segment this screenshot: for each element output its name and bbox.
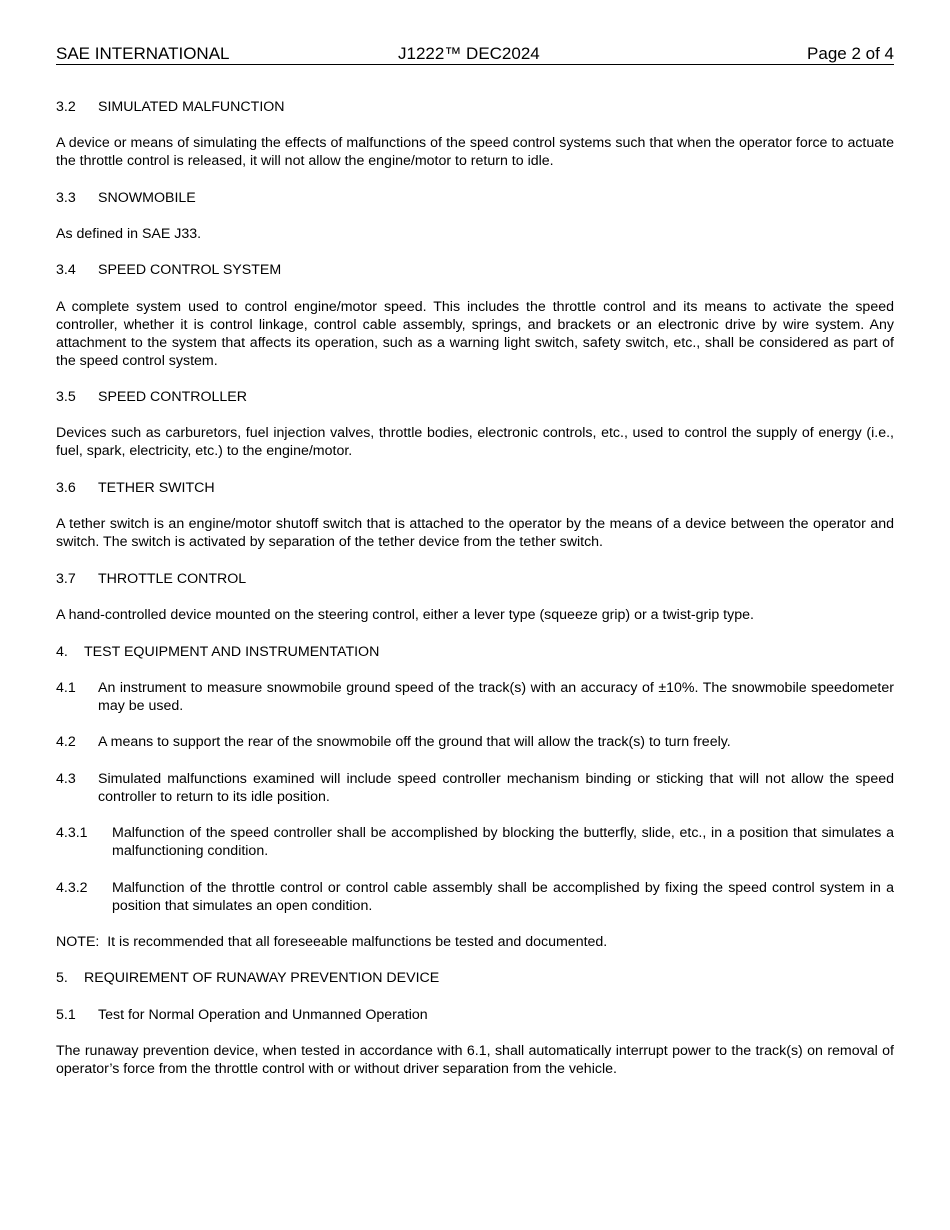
list-item-4-3-1: [56, 824, 894, 860]
item-text: Malfunction of the throttle control or control cable assembly shall be accomplished by fixing the speed control system in a position that simulates an open condition.: [112, 880, 894, 914]
section-heading-3-4: [56, 261, 894, 279]
section-body-3-6: A tether switch is an engine/motor shutoff switch that is attached to the operator by the means of a device between the operator and switch. The switch is activated by separation of the tether device from the tether switch.: [56, 516, 894, 550]
section-title: SIMULATED MALFUNCTION: [98, 99, 285, 115]
section-title: SPEED CONTROLLER: [98, 389, 248, 405]
section-title: Test for Normal Operation and Unmanned Operation: [98, 1007, 428, 1023]
header-organization: SAE INTERNATIONAL: [56, 44, 230, 63]
section-heading-3-2: [56, 98, 894, 116]
page-header: [56, 44, 894, 65]
item-number: 4.3.1: [56, 825, 88, 841]
section-heading-3-6: [56, 479, 894, 497]
item-text: A means to support the rear of the snowmobile off the ground that will allow the track(s) to turn freely.: [98, 734, 731, 750]
section-body-3-2: A device or means of simulating the effects of malfunctions of the speed control systems such that when the operator force to actuate the throttle control is released, it will not allow the engine/motor to return to idle.: [56, 135, 894, 169]
section-title: TETHER SWITCH: [98, 480, 215, 496]
section-heading-3-5: [56, 388, 894, 406]
section-heading-4: [56, 643, 894, 661]
list-item-4-2: [56, 733, 894, 751]
note: NOTE: It is recommended that all foreseeable malfunctions be tested and documented.: [56, 934, 608, 950]
section-body-5-1: The runaway prevention device, when tested in accordance with 6.1, shall automatically interrupt power to the track(s) on removal of operator’s force from the throttle control with or without driver separation from the vehicle.: [56, 1043, 894, 1077]
section-number: 3.6: [56, 480, 76, 496]
section-number: 3.2: [56, 99, 76, 115]
section-title: SPEED CONTROL SYSTEM: [98, 262, 282, 278]
section-title: TEST EQUIPMENT AND INSTRUMENTATION: [84, 644, 380, 660]
section-heading-3-7: [56, 570, 894, 588]
section-number: 3.4: [56, 262, 76, 278]
section-heading-5: [56, 969, 894, 987]
section-body-3-5: Devices such as carburetors, fuel injection valves, throttle bodies, electronic controls, etc., used to control the supply of energy (i.e., fuel, spark, electricity, etc.) to the engine/motor.: [56, 425, 894, 459]
section-number: 3.7: [56, 571, 76, 587]
section-title: SNOWMOBILE: [98, 190, 196, 206]
item-text: Malfunction of the speed controller shall be accomplished by blocking the butterfly, slide, etc., in a position that simulates a malfunctioning condition.: [112, 825, 894, 859]
section-number: 4.: [56, 644, 68, 660]
section-number: 3.3: [56, 190, 76, 206]
section-body-3-4: A complete system used to control engine/motor speed. This includes the throttle control and its means to activate the speed controller, whether it is control linkage, control cable assembly, springs, and brackets or an electronic drive by wire system. Any attachment to the system that affects its operation, such as a warning light switch, safety switch, etc., shall be considered as part of the speed control system.: [56, 299, 894, 369]
section-number: 5.: [56, 970, 68, 986]
section-heading-5-1: [56, 1006, 894, 1024]
section-number: 5.1: [56, 1007, 76, 1023]
list-item-4-1: [56, 679, 894, 715]
item-text: Simulated malfunctions examined will include speed controller mechanism binding or sticking that will not allow the speed controller to return to its idle position.: [98, 771, 894, 805]
section-title: THROTTLE CONTROL: [98, 571, 247, 587]
header-document-id: J1222™ DEC2024: [398, 44, 540, 63]
section-body-3-3: As defined in SAE J33.: [56, 226, 202, 242]
item-number: 4.2: [56, 734, 76, 750]
list-item-4-3-2: [56, 879, 894, 915]
item-number: 4.3: [56, 771, 76, 787]
list-item-4-3: [56, 770, 894, 806]
section-title: REQUIREMENT OF RUNAWAY PREVENTION DEVICE: [84, 970, 440, 986]
header-page-number: Page 2 of 4: [807, 44, 894, 63]
section-number: 3.5: [56, 389, 76, 405]
item-number: 4.1: [56, 680, 76, 696]
section-body-3-7: A hand-controlled device mounted on the steering control, either a lever type (squeeze grip) or a twist-grip type.: [56, 607, 754, 623]
item-text: An instrument to measure snowmobile ground speed of the track(s) with an accuracy of ±10%. The snowmobile speedometer may be used.: [98, 680, 894, 714]
item-number: 4.3.2: [56, 880, 88, 896]
section-heading-3-3: [56, 189, 894, 207]
